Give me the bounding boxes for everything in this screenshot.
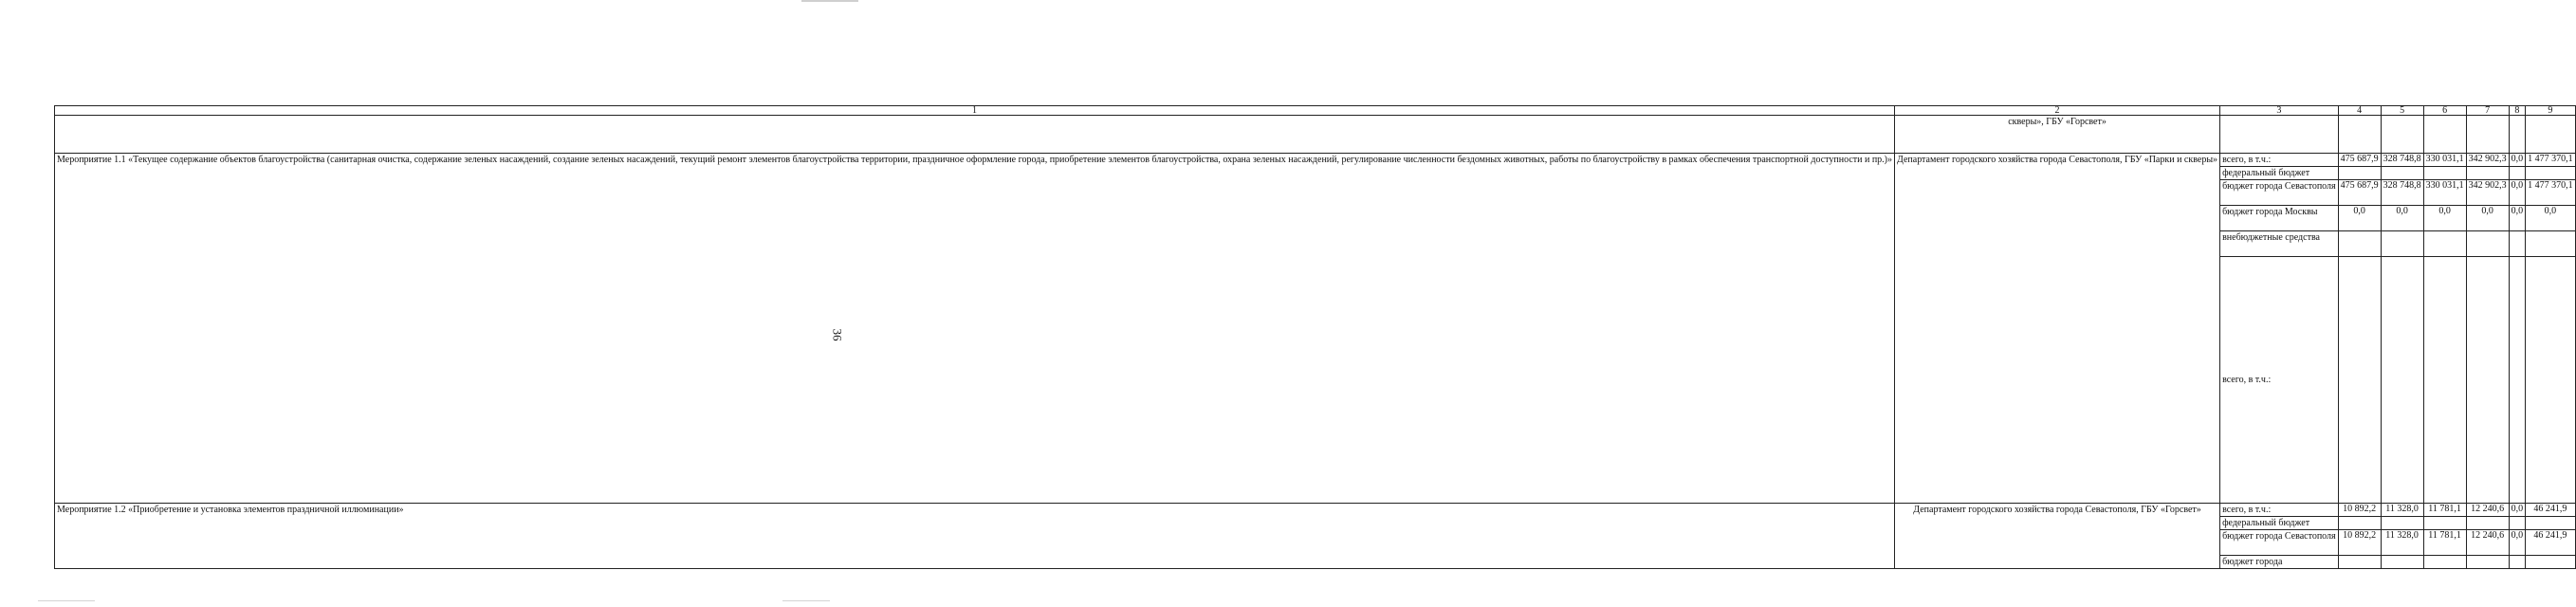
m12-r0-v3: 12 240,6 <box>2466 504 2509 517</box>
m12-r0-v2: 11 781,1 <box>2423 504 2466 517</box>
m12-src-1: федеральный бюджет <box>2220 517 2339 530</box>
m11-src-3: бюджет города Москвы <box>2220 206 2339 231</box>
m12-r3-v2 <box>2423 556 2466 569</box>
m12-r1-v3 <box>2466 517 2509 530</box>
scan-artifact-bottom-right <box>782 600 830 601</box>
header-col-4: 4 <box>2338 106 2381 116</box>
m11-r2-v4: 0,0 <box>2509 180 2526 206</box>
m11-r2-v1: 328 748,8 <box>2381 180 2423 206</box>
m12-r3-v3 <box>2466 556 2509 569</box>
m12-r3-v5 <box>2526 556 2576 569</box>
m12-org: Департамент городского хозяйства города Севастополя, ГБУ «Горсвет» <box>1895 504 2220 569</box>
header-col-7: 7 <box>2466 106 2509 116</box>
m11-r0-v2: 330 031,1 <box>2423 154 2466 167</box>
m12-r0-v5: 46 241,9 <box>2526 504 2576 517</box>
m12-r1-v0 <box>2338 517 2381 530</box>
m11-r5-v2 <box>2423 257 2466 504</box>
m12-r2-v0: 10 892,2 <box>2338 530 2381 556</box>
m11-r2-v3: 342 902,3 <box>2466 180 2509 206</box>
scan-artifact-top <box>801 0 858 2</box>
m11-r0-v0: 475 687,9 <box>2338 154 2381 167</box>
m12-r0-v0: 10 892,2 <box>2338 504 2381 517</box>
m11-r4-v0 <box>2338 231 2381 257</box>
m11-r4-v5 <box>2526 231 2576 257</box>
m12-r2-v4: 0,0 <box>2509 530 2526 556</box>
m12-r1-v1 <box>2381 517 2423 530</box>
m11-r1-v3 <box>2466 167 2509 180</box>
m11-r0-v3: 342 902,3 <box>2466 154 2509 167</box>
m12-row-total <box>55 504 2576 517</box>
m11-r1-v5 <box>2526 167 2576 180</box>
m11-r3-v4: 0,0 <box>2509 206 2526 231</box>
m11-org: Департамент городского хозяйства города Севастополя, ГБУ «Парки и скверы» <box>1895 154 2220 504</box>
header-row <box>55 106 2576 116</box>
m12-r1-v5 <box>2526 517 2576 530</box>
m11-r3-v3: 0,0 <box>2466 206 2509 231</box>
m11-r5-v1 <box>2381 257 2423 504</box>
header-col-6: 6 <box>2423 106 2466 116</box>
m11-name: Мероприятие 1.1 «Текущее содержание объектов благоустройства (санитарная очистка, содержание зеленых насаждений, создание зеленых насаждений, текущий ремонт элементов благоустройства территории, праздничное оформление города, приобретение элементов благоустройства, охрана зеленых насаждений, регулирование численности бездомных животных, работы по благоустройству в рамках обеспечения транспортной доступности и пр.)» <box>55 154 1895 504</box>
header-col-9: 9 <box>2526 106 2576 116</box>
funding-table <box>54 105 2576 569</box>
m12-r3-v1 <box>2381 556 2423 569</box>
m12-src-3: бюджет города <box>2220 556 2339 569</box>
m11-r3-v2: 0,0 <box>2423 206 2466 231</box>
m11-r5-v3 <box>2466 257 2509 504</box>
m11-r0-v1: 328 748,8 <box>2381 154 2423 167</box>
m11-r1-v0 <box>2338 167 2381 180</box>
m11-r1-v4 <box>2509 167 2526 180</box>
m12-r3-v4 <box>2509 556 2526 569</box>
m11-r3-v5: 0,0 <box>2526 206 2576 231</box>
m11-r5-v0 <box>2338 257 2381 504</box>
continuation-row <box>55 116 2576 154</box>
m11-r2-v0: 475 687,9 <box>2338 180 2381 206</box>
header-col-3: 3 <box>2220 106 2339 116</box>
m11-r0-v5: 1 477 370,1 <box>2526 154 2576 167</box>
scan-artifact-bottom-left <box>38 600 95 601</box>
m12-r2-v5: 46 241,9 <box>2526 530 2576 556</box>
m12-r2-v1: 11 328,0 <box>2381 530 2423 556</box>
cont-name <box>55 116 1895 154</box>
m11-src-1: федеральный бюджет <box>2220 167 2339 180</box>
m11-r0-v4: 0,0 <box>2509 154 2526 167</box>
m12-r3-v0 <box>2338 556 2381 569</box>
m11-r4-v2 <box>2423 231 2466 257</box>
m11-r5-v5 <box>2526 257 2576 504</box>
m12-r0-v1: 11 328,0 <box>2381 504 2423 517</box>
m12-r1-v2 <box>2423 517 2466 530</box>
m11-r2-v5: 1 477 370,1 <box>2526 180 2576 206</box>
page-number: 36 <box>830 328 845 341</box>
m11-r4-v3 <box>2466 231 2509 257</box>
header-col-2: 2 <box>1895 106 2220 116</box>
m12-r2-v2: 11 781,1 <box>2423 530 2466 556</box>
m11-r2-v2: 330 031,1 <box>2423 180 2466 206</box>
cont-org: скверы», ГБУ «Горсвет» <box>1895 116 2220 154</box>
m11-src-5: всего, в т.ч.: <box>2220 257 2339 504</box>
m11-r3-v1: 0,0 <box>2381 206 2423 231</box>
m12-r2-v3: 12 240,6 <box>2466 530 2509 556</box>
m12-r1-v4 <box>2509 517 2526 530</box>
m11-r5-v4 <box>2509 257 2526 504</box>
m11-r1-v2 <box>2423 167 2466 180</box>
m12-src-0: всего, в т.ч.: <box>2220 504 2339 517</box>
header-col-5: 5 <box>2381 106 2423 116</box>
m12-r0-v4: 0,0 <box>2509 504 2526 517</box>
m12-src-2: бюджет города Севастополя <box>2220 530 2339 556</box>
m11-r4-v1 <box>2381 231 2423 257</box>
m12-name: Мероприятие 1.2 «Приобретение и установка элементов праздничной иллюминации» <box>55 504 1895 569</box>
header-col-8: 8 <box>2509 106 2526 116</box>
m11-src-0: всего, в т.ч.: <box>2220 154 2339 167</box>
m11-src-4: внебюджетные средства <box>2220 231 2339 257</box>
m11-r4-v4 <box>2509 231 2526 257</box>
header-col-1: 1 <box>55 106 1895 116</box>
m11-row-total <box>55 154 2576 167</box>
m11-r3-v0: 0,0 <box>2338 206 2381 231</box>
m11-r1-v1 <box>2381 167 2423 180</box>
m11-src-2: бюджет города Севастополя <box>2220 180 2339 206</box>
